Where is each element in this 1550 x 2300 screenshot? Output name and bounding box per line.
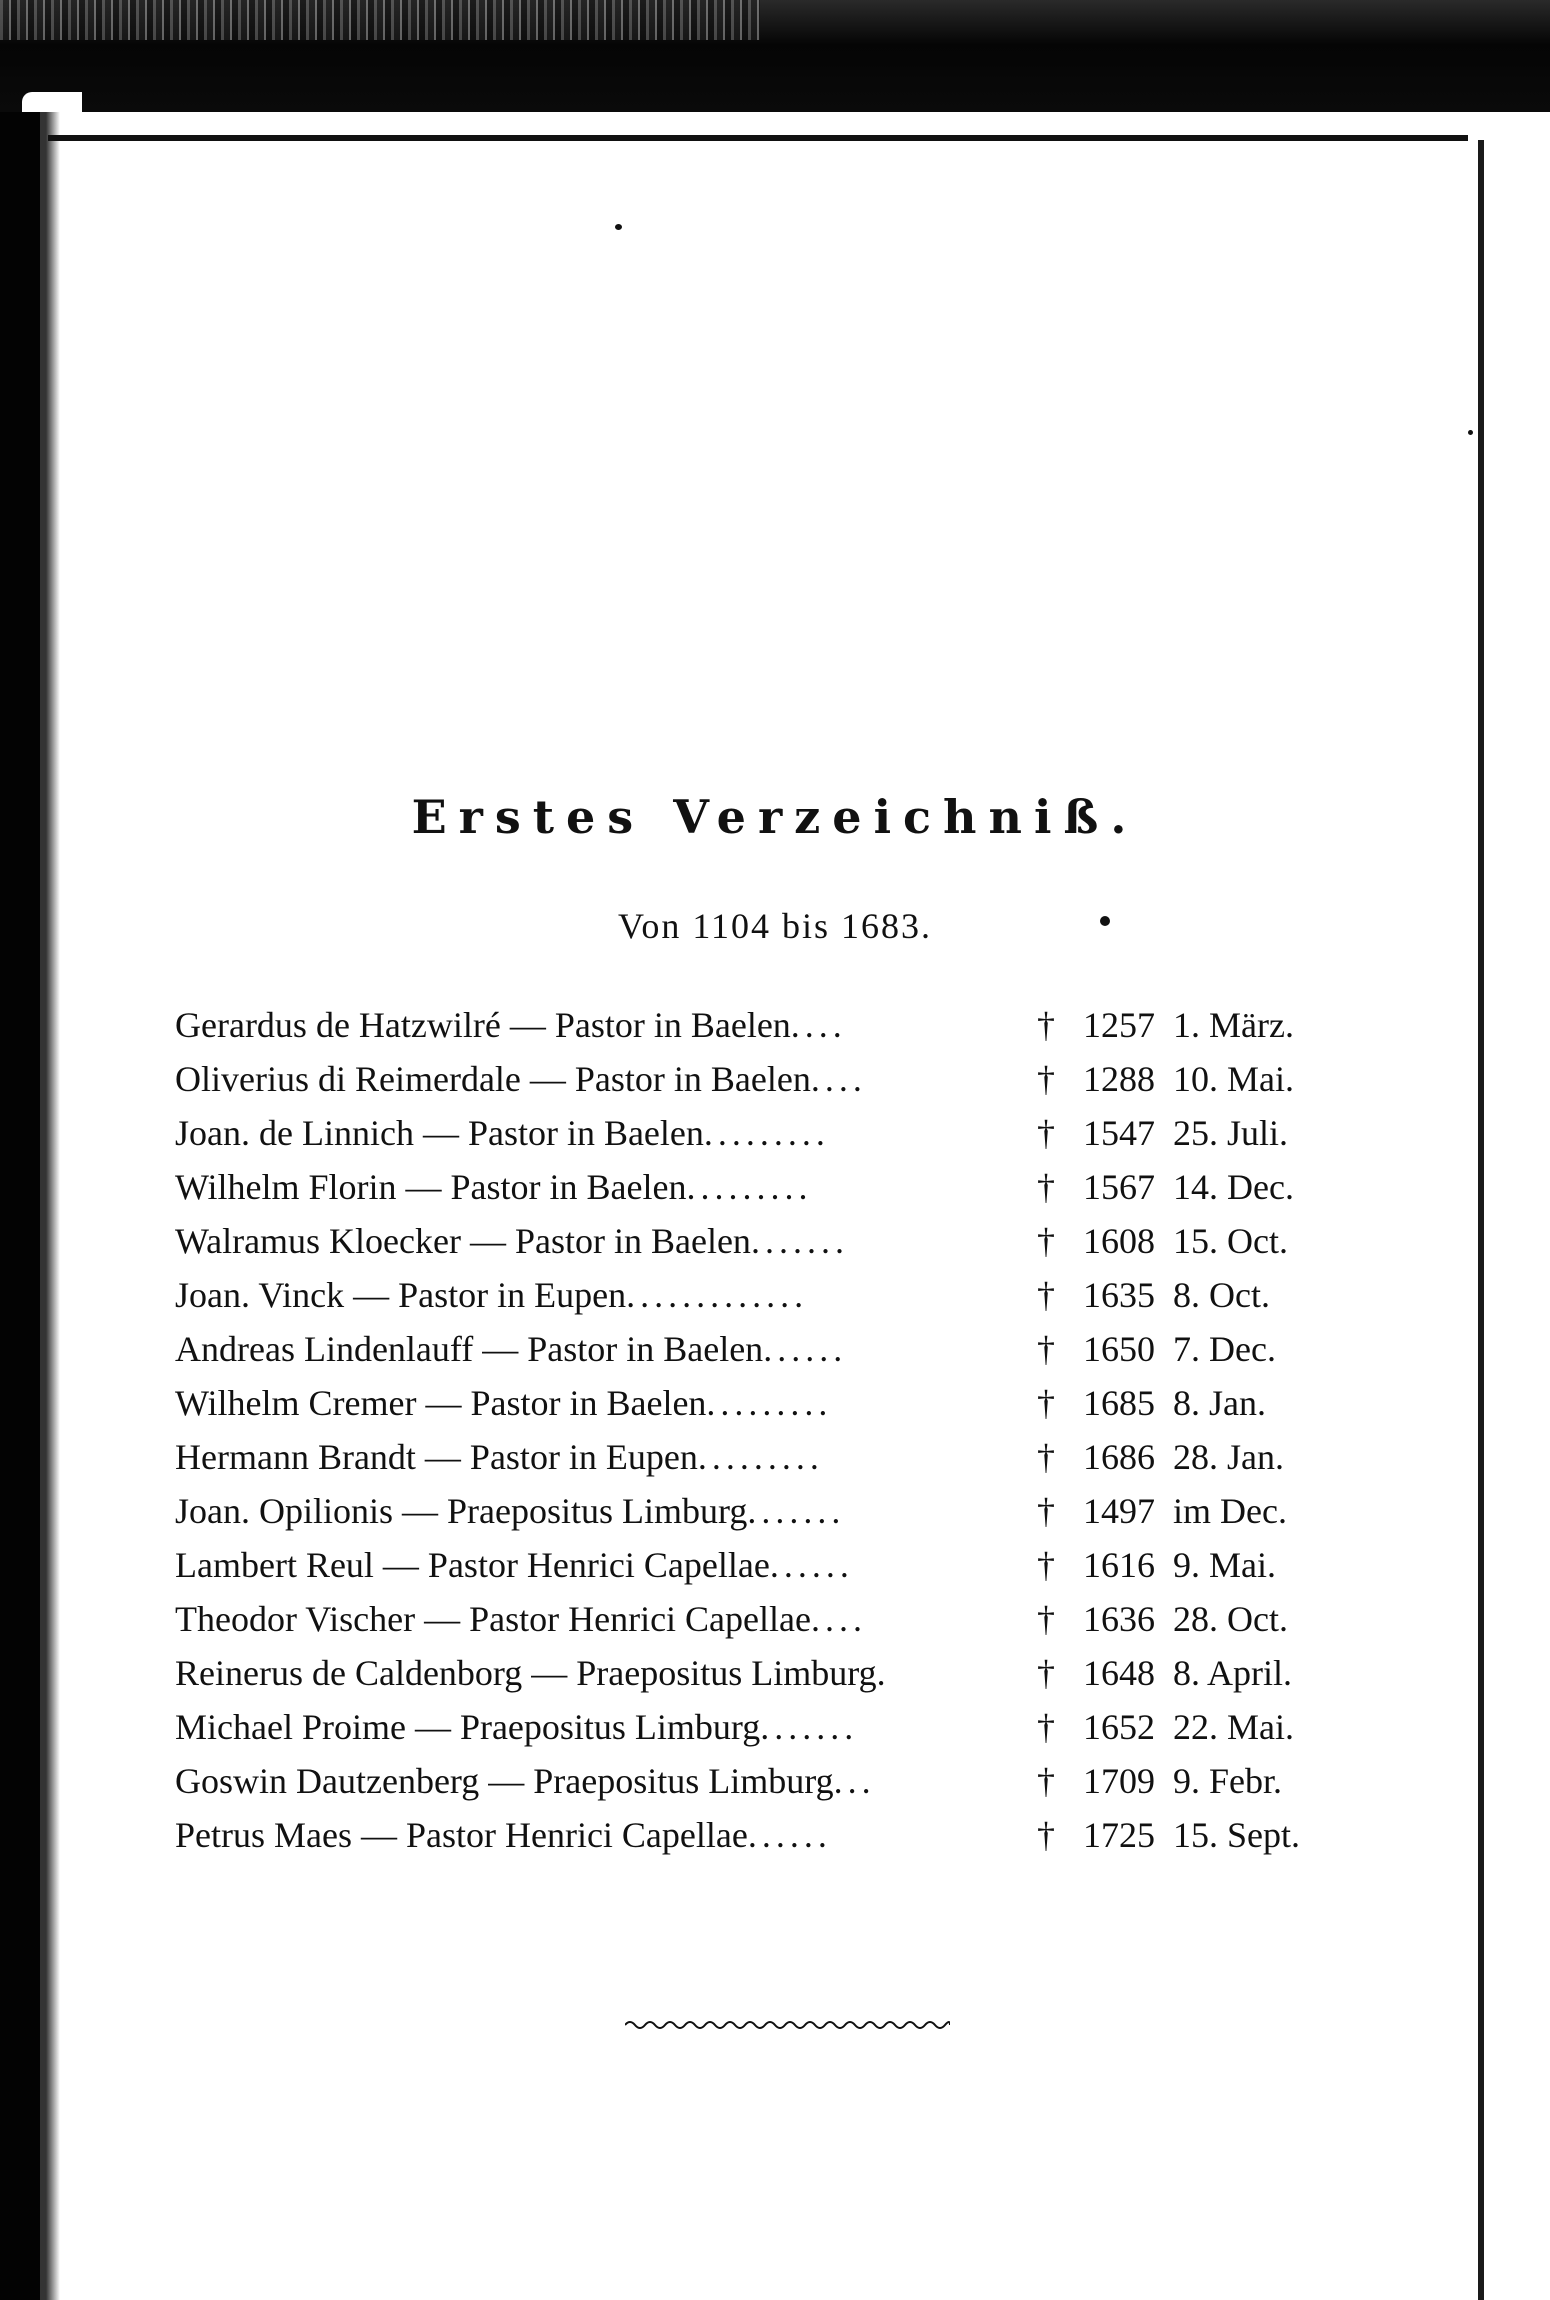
scan-noise xyxy=(0,0,760,40)
entry-year: 1547 xyxy=(1083,1113,1155,1153)
entry-year: 1652 xyxy=(1083,1707,1155,1747)
list-item xyxy=(175,1214,1375,1268)
ink-speck xyxy=(1468,430,1473,435)
cross-symbol: † xyxy=(1037,1167,1055,1207)
list-item xyxy=(175,1808,1375,1862)
end-flourish xyxy=(625,2015,950,2035)
entry-name: Lambert Reul — Pastor Henrici Capellae xyxy=(175,1545,770,1585)
entry-leader: ......... xyxy=(703,1113,830,1153)
list-item xyxy=(175,1646,1375,1700)
entry-name: Petrus Maes — Pastor Henrici Capellae xyxy=(175,1815,748,1855)
entry-date: 10. Mai. xyxy=(1173,1059,1294,1099)
entry-leader: ............. xyxy=(626,1275,809,1315)
entry-leader: .... xyxy=(810,1059,867,1099)
entry-name: Andreas Lindenlauff — Pastor in Baelen xyxy=(175,1329,764,1369)
entry-date: 1. März. xyxy=(1173,1005,1294,1045)
cross-symbol: † xyxy=(1037,1815,1055,1855)
entry-year: 1650 xyxy=(1083,1329,1155,1369)
cross-symbol: † xyxy=(1037,1275,1055,1315)
page-subtitle: Von 1104 bis 1683. xyxy=(617,906,933,946)
scan-dark-border-left xyxy=(0,112,60,2300)
entry-year: 1636 xyxy=(1083,1599,1155,1639)
entry-date: 9. Mai. xyxy=(1173,1545,1276,1585)
entry-date: im Dec. xyxy=(1173,1491,1287,1531)
entry-date: 15. Oct. xyxy=(1173,1221,1288,1261)
entry-name: Walramus Kloecker — Pastor in Baelen xyxy=(175,1221,751,1261)
entry-leader: ......... xyxy=(697,1437,824,1477)
entry-name: Oliverius di Reimerdale — Pastor in Baelen xyxy=(175,1059,811,1099)
entry-name: Joan. de Linnich — Pastor in Baelen xyxy=(175,1113,704,1153)
entry-name: Wilhelm Cremer — Pastor in Baelen xyxy=(175,1383,707,1423)
list-item xyxy=(175,1376,1375,1430)
entry-leader: ... xyxy=(833,1761,876,1801)
entry-date: 8. Oct. xyxy=(1173,1275,1270,1315)
entry-year: 1648 xyxy=(1083,1653,1155,1693)
entry-date: 28. Jan. xyxy=(1173,1437,1284,1477)
cross-symbol: † xyxy=(1037,1761,1055,1801)
entry-year: 1288 xyxy=(1083,1059,1155,1099)
ink-speck xyxy=(615,224,622,230)
cross-symbol: † xyxy=(1037,1329,1055,1369)
cross-symbol: † xyxy=(1037,1005,1055,1045)
cross-symbol: † xyxy=(1037,1653,1055,1693)
entry-leader: .... xyxy=(810,1599,867,1639)
entry-date: 7. Dec. xyxy=(1173,1329,1276,1369)
page-edge-top xyxy=(48,135,1468,141)
entry-name: Theodor Vischer — Pastor Henrici Capellae xyxy=(175,1599,811,1639)
entry-leader: . xyxy=(876,1653,891,1693)
entry-year: 1685 xyxy=(1083,1383,1155,1423)
entry-leader: ......... xyxy=(706,1383,833,1423)
cross-symbol: † xyxy=(1037,1113,1055,1153)
entry-year: 1635 xyxy=(1083,1275,1155,1315)
cross-symbol: † xyxy=(1037,1437,1055,1477)
list-item xyxy=(175,1754,1375,1808)
list-item xyxy=(175,1430,1375,1484)
entry-date: 28. Oct. xyxy=(1173,1599,1288,1639)
entry-name: Goswin Dautzenberg — Praepositus Limburg xyxy=(175,1761,834,1801)
entry-leader: ....... xyxy=(760,1707,859,1747)
list-item xyxy=(175,1700,1375,1754)
list-item xyxy=(175,1268,1375,1322)
entry-name: Wilhelm Florin — Pastor in Baelen xyxy=(175,1167,687,1207)
entry-leader: ....... xyxy=(747,1491,846,1531)
entry-year: 1608 xyxy=(1083,1221,1155,1261)
entry-leader: ......... xyxy=(686,1167,813,1207)
entry-year: 1686 xyxy=(1083,1437,1155,1477)
entry-name: Reinerus de Caldenborg — Praepositus Limburg xyxy=(175,1653,877,1693)
entry-year: 1616 xyxy=(1083,1545,1155,1585)
page-title: Erstes Verzeichniß. xyxy=(411,790,1139,844)
entry-year: 1257 xyxy=(1083,1005,1155,1045)
entry-name: Gerardus de Hatzwilré — Pastor in Baelen xyxy=(175,1005,791,1045)
list-item xyxy=(175,1160,1375,1214)
list-item xyxy=(175,1052,1375,1106)
cross-symbol: † xyxy=(1037,1545,1055,1585)
entry-list xyxy=(175,998,1375,1862)
list-item xyxy=(175,1538,1375,1592)
entry-date: 22. Mai. xyxy=(1173,1707,1294,1747)
list-item xyxy=(175,1106,1375,1160)
list-item xyxy=(175,1484,1375,1538)
cross-symbol: † xyxy=(1037,1491,1055,1531)
entry-leader: ...... xyxy=(763,1329,848,1369)
entry-year: 1567 xyxy=(1083,1167,1155,1207)
list-item xyxy=(175,998,1375,1052)
entry-leader: ...... xyxy=(769,1545,854,1585)
entry-year: 1725 xyxy=(1083,1815,1155,1855)
cross-symbol: † xyxy=(1037,1383,1055,1423)
cross-symbol: † xyxy=(1037,1599,1055,1639)
page-edge-right xyxy=(1478,140,1484,2300)
cross-symbol: † xyxy=(1037,1221,1055,1261)
cross-symbol: † xyxy=(1037,1707,1055,1747)
entry-leader: ....... xyxy=(750,1221,849,1261)
entry-name: Joan. Opilionis — Praepositus Limburg xyxy=(175,1491,748,1531)
entry-date: 8. Jan. xyxy=(1173,1383,1266,1423)
list-item xyxy=(175,1592,1375,1646)
entry-year: 1497 xyxy=(1083,1491,1155,1531)
entry-year: 1709 xyxy=(1083,1761,1155,1801)
entry-name: Joan. Vinck — Pastor in Eupen xyxy=(175,1275,627,1315)
entry-date: 9. Febr. xyxy=(1173,1761,1283,1801)
entry-date: 14. Dec. xyxy=(1173,1167,1294,1207)
entry-leader: .... xyxy=(790,1005,847,1045)
entry-date: 25. Juli. xyxy=(1173,1113,1289,1153)
entry-date: 15. Sept. xyxy=(1173,1815,1301,1855)
list-item xyxy=(175,1322,1375,1376)
cross-symbol: † xyxy=(1037,1059,1055,1099)
entry-leader: ...... xyxy=(747,1815,832,1855)
entry-name: Michael Proime — Praepositus Limburg xyxy=(175,1707,761,1747)
entry-name: Hermann Brandt — Pastor in Eupen xyxy=(175,1437,698,1477)
entry-date: 8. April. xyxy=(1173,1653,1293,1693)
